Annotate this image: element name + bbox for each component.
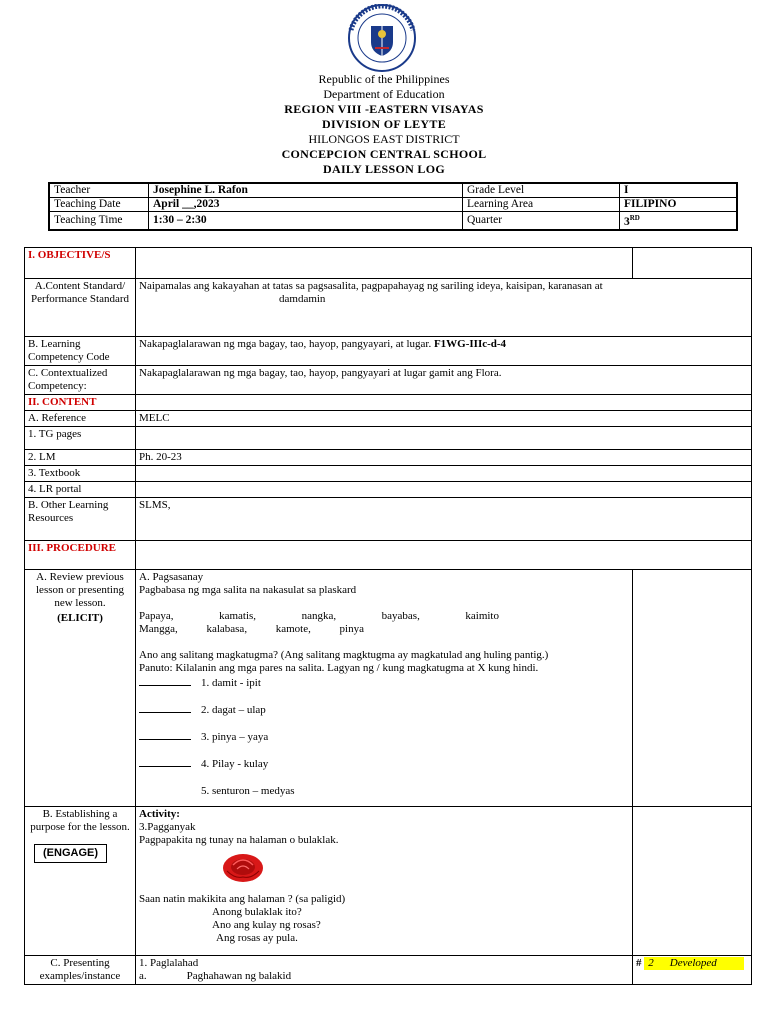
content-standard-text: Naipamalas ang kakayahan at tatas sa pagsasalita, pagpapahayag ng sariling ideya, kaisipan, karanasan at damdamin — [136, 279, 752, 337]
lm-label: 2. LM — [25, 450, 136, 466]
table-row — [25, 395, 752, 411]
time-label: Teaching Time — [49, 212, 149, 230]
lm-value: Ph. 20-23 — [136, 450, 752, 466]
deped-seal-logo — [339, 4, 425, 72]
contextualized-competency-text: Nakapaglalarawan ng mga bagay, tao, hayop, pangyayari at lugar gamit ang Flora. — [136, 366, 752, 395]
word-list-1: Papaya, kamatis, nangka, bayabas, kaimito — [139, 610, 499, 622]
table-row — [49, 212, 737, 230]
table-row — [25, 466, 752, 482]
teacher-value: Josephine L. Rafon — [149, 183, 463, 198]
objectives-heading: I. OBJECTIVE/S — [25, 248, 136, 279]
developed-note: # 2 Developed — [633, 956, 752, 985]
quarter-label: Quarter — [463, 212, 620, 230]
other-resources-value: SLMS, — [136, 498, 752, 541]
table-row — [25, 482, 752, 498]
table-row — [25, 248, 752, 279]
learning-competency-label: B. Learning Competency Code — [25, 337, 136, 366]
content-standard-label: A.Content Standard/ Performance Standard — [25, 279, 136, 337]
table-row — [25, 570, 752, 807]
table-row — [25, 541, 752, 570]
table-row — [25, 956, 752, 985]
table-row — [25, 411, 752, 427]
content-heading: II. CONTENT — [25, 395, 136, 411]
contextualized-competency-label: C. Contextualized Competency: — [25, 366, 136, 395]
date-label: Teaching Date — [49, 198, 149, 212]
establishing-label: B. Establishing a purpose for the lesson. (ENGAGE) — [25, 807, 136, 956]
division-line: DIVISION OF LEYTE — [321, 117, 447, 131]
establishing-content: Activity: 3.Pagganyak Pagpapakita ng tunay na halaman o bulaklak. Saan natin makikita ang halaman ? (sa paligid) Anong bulaklak ito? Ano ang kulay ng rosas? Ang rosas ay pula. — [136, 807, 633, 956]
presenting-label: C. Presenting examples/instance — [25, 956, 136, 985]
department-line: Department of Education — [323, 87, 445, 101]
table-row — [25, 450, 752, 466]
teacher-label: Teacher — [49, 183, 149, 198]
document-header — [0, 72, 768, 177]
table-row — [25, 427, 752, 450]
area-label: Learning Area — [463, 198, 620, 212]
list-item: 1. damit - ipit — [139, 677, 629, 690]
district-line: HILONGOS EAST DISTRICT — [308, 132, 460, 146]
school-line: CONCEPCION CENTRAL SCHOOL — [281, 147, 487, 161]
other-resources-label: B. Other Learning Resources — [25, 498, 136, 541]
list-item: 3. pinya – yaya — [139, 731, 629, 744]
table-row — [25, 366, 752, 395]
reference-label: A. Reference — [25, 411, 136, 427]
table-row — [25, 279, 752, 337]
table-row — [49, 198, 737, 212]
learning-competency-text: Nakapaglalarawan ng mga bagay, tao, hayop, pangyayari, at lugar. F1WG-IIIc-d-4 — [136, 337, 752, 366]
grade-value: I — [620, 183, 738, 198]
grade-label: Grade Level — [463, 183, 620, 198]
table-row — [49, 183, 737, 198]
procedure-heading: III. PROCEDURE — [25, 541, 136, 570]
rhyme-question: Ano ang salitang magkatugma? (Ang salitang magktugma ay magkatulad ang huling pantig.) — [139, 649, 549, 661]
republic-line: Republic of the Philippines — [318, 72, 450, 86]
document-title: DAILY LESSON LOG — [323, 162, 445, 176]
lr-portal-label: 4. LR portal — [25, 482, 136, 498]
list-item: 5. senturon – medyas — [201, 785, 295, 797]
list-item: 4. Pilay - kulay — [139, 758, 629, 771]
presenting-content: 1. Paglalahad a. Paghahawan ng balakid — [136, 956, 633, 985]
table-row — [25, 807, 752, 956]
rose-flower-image — [219, 851, 267, 885]
table-row — [25, 498, 752, 541]
engage-label: (ENGAGE) — [34, 844, 107, 863]
lesson-log-table — [24, 247, 752, 985]
panuto: Panuto: Kilalanin ang mga pares na salita. Lagyan ng / kung magkatugma at X kung hindi. — [139, 662, 539, 674]
reference-value: MELC — [136, 411, 752, 427]
date-value: April __,2023 — [149, 198, 463, 212]
textbook-label: 3. Textbook — [25, 466, 136, 482]
list-item: 2. dagat – ulap — [139, 704, 629, 717]
time-value: 1:30 – 2:30 — [149, 212, 463, 230]
review-content: A. Pagsasanay Pagbabasa ng mga salita na nakasulat sa plaskard Papaya, kamatis, nangka, bayabas, kaimito Mangga, kalabasa, kamote, pinya Ano ang salitang magkatugma? (Ang salitang magktugma ay magkatulad ang huling pantig.) Panuto: Kilalanin ang mga pares na salita. Lagyan ng / kung magkatugma at X kung hindi. 1. damit - ipit 2. dagat – ulap 3. pinya – yaya 4. Pilay - kulay 5. senturon – medyas — [136, 570, 633, 807]
area-value: FILIPINO — [620, 198, 738, 212]
region-line: REGION VIII -EASTERN VISAYAS — [284, 102, 484, 116]
tg-pages-label: 1. TG pages — [25, 427, 136, 450]
review-label: A. Review previous lesson or presenting new lesson. (ELICIT) — [25, 570, 136, 807]
info-table — [48, 182, 738, 231]
quarter-value: 3RD — [620, 212, 738, 230]
elicit-label: (ELICIT) — [57, 612, 103, 624]
word-list-2: Mangga, kalabasa, kamote, pinya — [139, 623, 364, 635]
table-row — [25, 337, 752, 366]
